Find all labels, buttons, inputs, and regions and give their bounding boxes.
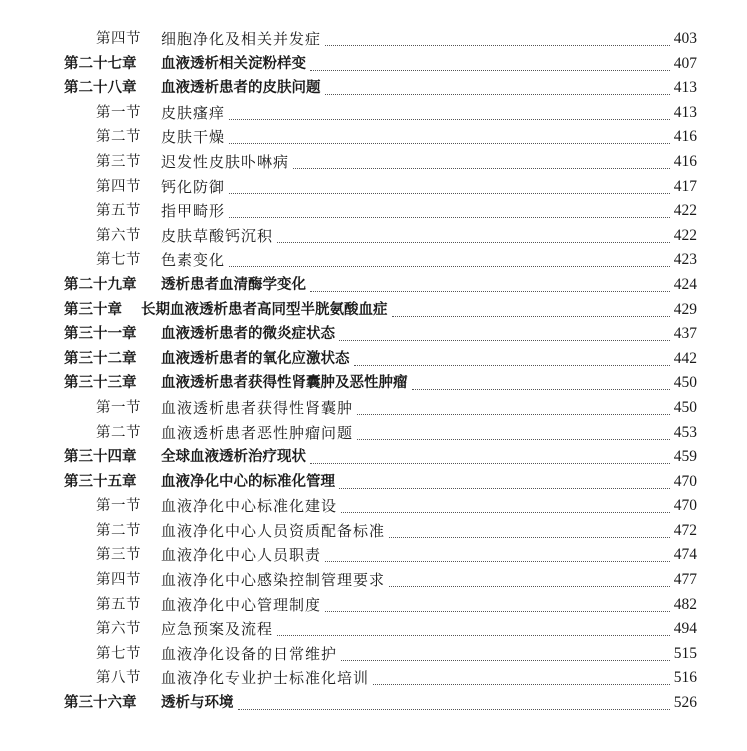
dot-leader	[412, 387, 692, 390]
chapter-number: 第三十章	[64, 301, 122, 318]
section-title: 应急预案及流程	[161, 617, 277, 642]
toc-section-entry[interactable]	[0, 494, 747, 519]
toc-section-entry[interactable]	[0, 519, 747, 544]
dot-leader	[339, 486, 692, 489]
dot-leader	[357, 412, 692, 415]
section-number: 第四节	[96, 572, 141, 589]
toc-chapter-entry[interactable]	[0, 445, 747, 470]
section-number: 第二节	[96, 522, 141, 539]
page-number: 477	[670, 568, 697, 593]
chapter-number: 第三十三章	[64, 375, 137, 392]
section-number: 第二节	[96, 424, 141, 441]
page-number: 437	[670, 322, 697, 347]
toc-chapter-entry[interactable]	[0, 322, 747, 347]
dot-leader	[277, 240, 692, 243]
chapter-title: 血液透析相关淀粉样变	[161, 52, 310, 77]
toc-section-entry[interactable]	[0, 224, 747, 249]
page-number: 470	[670, 470, 697, 495]
toc-chapter-entry[interactable]	[0, 470, 747, 495]
section-number: 第六节	[96, 621, 141, 638]
dot-leader	[229, 215, 692, 218]
dot-leader	[325, 609, 692, 612]
dot-leader	[325, 43, 692, 46]
section-title: 迟发性皮肤卟啉病	[161, 150, 293, 175]
chapter-number: 第三十六章	[64, 695, 137, 712]
page-number: 422	[670, 199, 697, 224]
page-number: 422	[670, 224, 697, 249]
page-number: 416	[670, 150, 697, 175]
page-number: 413	[670, 76, 697, 101]
section-title: 血液透析患者获得性肾囊肿	[161, 396, 357, 421]
chapter-title: 血液净化中心的标准化管理	[161, 470, 339, 495]
dot-leader	[373, 682, 692, 685]
page-number: 474	[670, 543, 697, 568]
toc-section-entry[interactable]	[0, 125, 747, 150]
toc-section-entry[interactable]	[0, 396, 747, 421]
page-number: 416	[670, 125, 697, 150]
section-title: 皮肤草酸钙沉积	[161, 224, 277, 249]
dot-leader	[277, 633, 692, 636]
dot-leader	[392, 314, 692, 317]
section-title: 血液透析患者恶性肿瘤问题	[161, 421, 357, 446]
section-number: 第三节	[96, 153, 141, 170]
chapter-number: 第三十一章	[64, 326, 137, 343]
dot-leader	[354, 363, 692, 366]
page-number: 450	[670, 371, 697, 396]
section-number: 第一节	[96, 498, 141, 515]
page-number: 472	[670, 519, 697, 544]
page-number: 494	[670, 617, 697, 642]
chapter-number: 第二十七章	[64, 55, 137, 72]
chapter-title: 血液透析患者获得性肾囊肿及恶性肿瘤	[161, 371, 412, 396]
section-title: 皮肤干燥	[161, 125, 229, 150]
section-title: 血液净化中心标准化建设	[161, 494, 341, 519]
dot-leader	[357, 437, 692, 440]
toc-section-entry[interactable]	[0, 150, 747, 175]
dot-leader	[293, 166, 692, 169]
chapter-title: 血液透析患者的微炎症状态	[161, 322, 339, 347]
toc-section-entry[interactable]	[0, 27, 747, 52]
section-title: 血液净化中心管理制度	[161, 593, 325, 618]
dot-leader	[229, 264, 692, 267]
chapter-title: 透析患者血清酶学变化	[161, 273, 310, 298]
section-title: 皮肤瘙痒	[161, 101, 229, 126]
section-title: 色素变化	[161, 248, 229, 273]
section-number: 第四节	[96, 31, 141, 47]
toc-chapter-entry[interactable]	[0, 52, 747, 77]
toc-section-entry[interactable]	[0, 199, 747, 224]
table-of-contents	[0, 27, 747, 716]
dot-leader	[341, 658, 692, 661]
chapter-title: 长期血液透析患者高同型半胱氨酸血症	[141, 298, 392, 323]
toc-section-entry[interactable]	[0, 568, 747, 593]
toc-chapter-entry[interactable]	[0, 76, 747, 101]
page-number: 515	[670, 642, 697, 667]
section-title: 血液净化设备的日常维护	[161, 642, 341, 667]
toc-section-entry[interactable]	[0, 421, 747, 446]
section-title: 血液净化中心人员职责	[161, 543, 325, 568]
page-number: 482	[670, 593, 697, 618]
section-number: 第四节	[96, 178, 141, 195]
dot-leader	[339, 338, 692, 341]
dot-leader	[229, 141, 692, 144]
dot-leader	[389, 584, 692, 587]
toc-chapter-entry[interactable]	[0, 691, 747, 716]
section-number: 第七节	[96, 645, 141, 662]
page-number: 403	[670, 27, 697, 52]
section-number: 第二节	[96, 129, 141, 146]
page-number: 424	[670, 273, 697, 298]
dot-leader	[325, 92, 692, 95]
section-number: 第六节	[96, 227, 141, 244]
page-number: 417	[670, 175, 697, 200]
section-number: 第八节	[96, 670, 141, 687]
toc-section-entry[interactable]	[0, 248, 747, 273]
section-title: 血液净化专业护士标准化培训	[161, 666, 373, 691]
page-number: 429	[670, 298, 697, 323]
toc-chapter-entry[interactable]	[0, 298, 747, 323]
toc-chapter-entry[interactable]	[0, 371, 747, 396]
section-title: 细胞净化及相关并发症	[161, 27, 325, 52]
toc-chapter-entry[interactable]	[0, 347, 747, 372]
page-number: 423	[670, 248, 697, 273]
section-title: 血液净化中心感染控制管理要求	[161, 568, 389, 593]
dot-leader	[238, 707, 692, 710]
page-number: 442	[670, 347, 697, 372]
chapter-number: 第二十八章	[64, 80, 137, 97]
chapter-title: 全球血液透析治疗现状	[161, 445, 310, 470]
dot-leader	[389, 535, 692, 538]
section-number: 第五节	[96, 596, 141, 613]
page-number: 526	[670, 691, 697, 716]
page-number: 450	[670, 396, 697, 421]
chapter-title: 血液透析患者的皮肤问题	[161, 76, 325, 101]
chapter-title: 透析与环境	[161, 691, 238, 716]
dot-leader	[229, 191, 692, 194]
chapter-number: 第三十五章	[64, 473, 137, 490]
dot-leader	[229, 117, 692, 120]
page-number: 470	[670, 494, 697, 519]
section-number: 第一节	[96, 399, 141, 416]
chapter-number: 第三十二章	[64, 350, 137, 367]
page-number: 407	[670, 52, 697, 77]
page-number: 453	[670, 421, 697, 446]
dot-leader	[325, 559, 692, 562]
page-number: 459	[670, 445, 697, 470]
toc-section-entry[interactable]	[0, 175, 747, 200]
toc-section-entry[interactable]	[0, 593, 747, 618]
section-number: 第七节	[96, 252, 141, 269]
chapter-number: 第三十四章	[64, 449, 137, 466]
dot-leader	[310, 68, 692, 71]
toc-section-entry[interactable]	[0, 617, 747, 642]
dot-leader	[310, 461, 692, 464]
toc-section-entry[interactable]	[0, 543, 747, 568]
dot-leader	[310, 289, 692, 292]
page-number: 413	[670, 101, 697, 126]
section-title: 指甲畸形	[161, 199, 229, 224]
toc-section-entry[interactable]	[0, 101, 747, 126]
section-number: 第一节	[96, 104, 141, 121]
toc-section-entry[interactable]	[0, 642, 747, 667]
section-title: 钙化防御	[161, 175, 229, 200]
toc-chapter-entry[interactable]	[0, 273, 747, 298]
toc-section-entry[interactable]	[0, 666, 747, 691]
page-number: 516	[670, 666, 697, 691]
chapter-title: 血液透析患者的氧化应激状态	[161, 347, 354, 372]
chapter-number: 第二十九章	[64, 276, 137, 293]
section-title: 血液净化中心人员资质配备标准	[161, 519, 389, 544]
dot-leader	[341, 510, 692, 513]
section-number: 第五节	[96, 203, 141, 220]
section-number: 第三节	[96, 547, 141, 564]
